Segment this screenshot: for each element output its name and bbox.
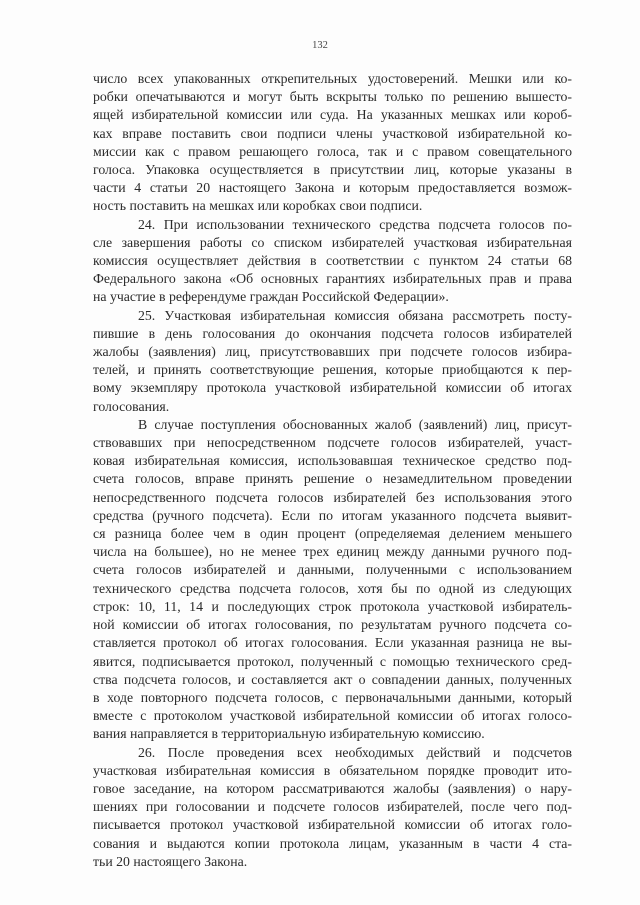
text-line: средства (ручного подсчета). Если по итогам указанного подсчета выявит- bbox=[93, 507, 572, 523]
text-line: счета голосов избирателей и данными, полученными с использованием bbox=[93, 562, 572, 578]
text-line: говое заседание, на котором рассматриваются жалобы (заявления) о нару- bbox=[93, 780, 572, 796]
text-line: голосования. bbox=[93, 398, 170, 414]
text-line: тьи 20 настоящего Закона. bbox=[93, 853, 248, 869]
text-line: ся разница более чем в один процент (определяемая делением меньшего bbox=[93, 526, 572, 542]
text-line: сле завершения работы со списком избирателей участковая избирательная bbox=[93, 234, 572, 250]
text-line: голоса. Упаковка осуществляется в присутствии лиц, которые указаны в bbox=[93, 162, 572, 178]
text-line: число всех упакованных открепительных удостоверений. Мешки или ко- bbox=[93, 71, 572, 86]
text-line: вому экземпляру протокола участковой избирательной комиссии об итогах bbox=[93, 380, 572, 396]
text-line: части 4 статьи 20 настоящего Закона и которым предоставляется возмож- bbox=[93, 180, 572, 196]
text-line: ства подсчета голосов, и составляется акт о совпадении данных, полученных bbox=[93, 671, 572, 687]
text-line: миссии как с правом решающего голоса, так и с правом совещательного bbox=[93, 143, 572, 159]
text-line: ствовавших при непосредственном подсчете голосов избирателей, участ- bbox=[93, 435, 572, 451]
text-line: жалобы (заявления) лиц, присутствовавших при подсчете голосов избира- bbox=[93, 344, 572, 360]
text-line: ковая избирательная комиссия, использовавшая техническое средство под- bbox=[93, 453, 572, 469]
text-line: в ходе повторного подсчета голосов, с первоначальными данными, который bbox=[93, 689, 572, 705]
text-line: пившие в день голосования до окончания подсчета голосов избирателей bbox=[93, 325, 572, 341]
body-text bbox=[93, 70, 572, 871]
text-line: телей, и принять соответствующие решения, которые приобщаются к пер- bbox=[93, 362, 572, 378]
text-line: ках вправе поставить свои подписи члены участковой избирательной ко- bbox=[93, 125, 572, 141]
paragraph-item-25 bbox=[93, 307, 572, 416]
paragraph-continuation bbox=[93, 70, 572, 216]
text-line: писывается протокол участковой избирательной комиссии об итогах голо- bbox=[93, 817, 572, 833]
text-line: 26. После проведения всех необходимых действий и подсчетов bbox=[138, 744, 572, 760]
paragraph-item-25-continuation bbox=[93, 416, 572, 744]
text-line: В случае поступления обоснованных жалоб (заявлений) лиц, присут- bbox=[138, 416, 572, 432]
paragraph-item-26 bbox=[93, 744, 572, 871]
text-line: счета голосов, вправе принять решение о незамедлительном проведении bbox=[93, 471, 572, 487]
text-line: явится, подписывается протокол, полученный с помощью технического сред- bbox=[93, 653, 572, 669]
page-number: 132 bbox=[312, 40, 328, 51]
text-line: шениях при голосовании и подсчете голосов избирателей, после чего под- bbox=[93, 799, 572, 815]
text-line: комиссия осуществляет действия в соответствии с пунктом 24 статьи 68 bbox=[93, 253, 572, 269]
text-line: 25. Участковая избирательная комиссия обязана рассмотреть посту- bbox=[138, 307, 572, 323]
text-line: участковая избирательная комиссия в обязательном порядке проводит ито- bbox=[93, 762, 572, 778]
text-line: сования и выдаются копии протокола лицам, указанным в части 4 ста- bbox=[93, 835, 572, 851]
text-line: вания направляется в территориальную избирательную комиссию. bbox=[93, 726, 485, 742]
text-line: Федерального закона «Об основных гарантиях избирательных прав и права bbox=[93, 271, 572, 287]
text-line: ящей избирательной комиссии или суда. На указанных мешках или короб- bbox=[93, 107, 572, 123]
paragraph-item-24 bbox=[93, 216, 572, 307]
text-line: строк: 10, 11, 14 и последующих строк протокола участковой избиратель- bbox=[93, 598, 572, 614]
text-line: непосредственного подсчета голосов избирателей без использования этого bbox=[93, 489, 572, 505]
text-line: 24. При использовании технического средства подсчета голосов по- bbox=[138, 216, 572, 232]
text-line: робки опечатываются и могут быть вскрыты только по решению вышесто- bbox=[93, 89, 572, 105]
text-line: технического средства подсчета голосов, хотя бы по одной из следующих bbox=[93, 580, 572, 596]
text-line: ность поставить на мешках или коробках свои подписи. bbox=[93, 198, 423, 214]
text-line: ной комиссии об итогах голосования, по результатам ручного подсчета со- bbox=[93, 617, 572, 633]
text-line: ставляется протокол об итогах голосования. Если указанная разница не вы- bbox=[93, 635, 572, 651]
text-line: числа на большее), но не менее трех единиц между данными ручного под- bbox=[93, 544, 572, 560]
text-line: вместе с протоколом участковой избирательной комиссии об итогах голосо- bbox=[93, 708, 572, 724]
text-line: на участие в референдуме граждан Российской Федерации». bbox=[93, 289, 449, 305]
